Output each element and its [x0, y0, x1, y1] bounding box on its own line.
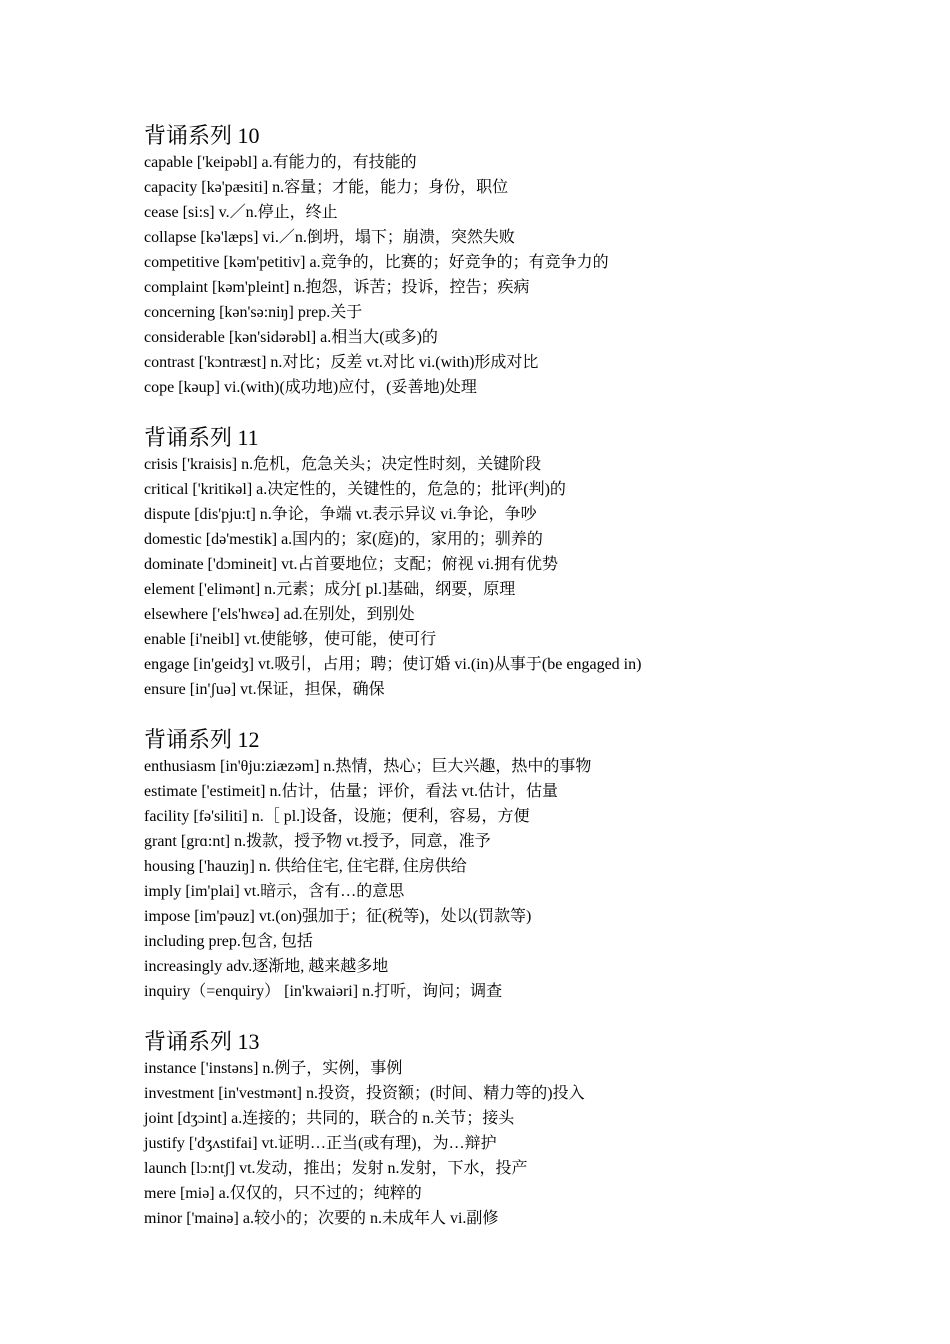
section-title: 背诵系列 10	[144, 123, 260, 148]
vocab-entry: enable [i'neibl] vt.使能够，使可能，使可行	[144, 631, 437, 648]
vocab-entry: imply [im'plai] vt.暗示，含有…的意思	[144, 883, 405, 900]
vocab-entry: dispute [dis'pju:t] n.争论，争端 vt.表示异议 vi.争论，争吵	[144, 506, 537, 523]
vocab-entry: minor ['mainə] a.较小的；次要的 n.未成年人 vi.副修	[144, 1210, 499, 1227]
vocab-entry: grant [grɑ:nt] n.拨款，授予物 vt.授予，同意，准予	[144, 833, 491, 850]
vocab-entry: domestic [də'mestik] a.国内的；家(庭)的，家用的；驯养的	[144, 531, 543, 548]
vocab-entry: crisis ['kraisis] n.危机，危急关头；决定性时刻，关键阶段	[144, 456, 542, 473]
vocab-entry: enthusiasm [in'θju:ziæzəm] n.热情，热心；巨大兴趣，热中的事物	[144, 758, 592, 775]
vocab-entry: collapse [kə'læps] vi.／n.倒坍，塌下；崩溃，突然失败	[144, 229, 515, 246]
vocab-entry: instance ['instəns] n.例子，实例，事例	[144, 1060, 403, 1077]
vocab-entry: including prep.包含, 包括	[144, 933, 313, 950]
vocab-entry: considerable [kən'sidərəbl] a.相当大(或多)的	[144, 329, 438, 346]
vocab-entry: contrast ['kɔntræst] n.对比；反差 vt.对比 vi.(with)形成对比	[144, 354, 539, 371]
section-title: 背诵系列 11	[144, 425, 259, 450]
vocab-entry: capacity [kə'pæsiti] n.容量；才能，能力；身份，职位	[144, 179, 509, 196]
vocab-section-11	[144, 424, 904, 702]
vocab-entry: engage [in'geidʒ] vt.吸引，占用；聘；使订婚 vi.(in)从事于(be engaged in)	[144, 656, 642, 673]
vocab-entry: facility [fə'siliti] n.［ pl.]设备，设施；便利，容易，方便	[144, 808, 530, 825]
vocab-entry: mere [miə] a.仅仅的，只不过的；纯粹的	[144, 1185, 422, 1202]
vocab-entry: competitive [kəm'petitiv] a.竞争的，比赛的；好竞争的；有竞争力的	[144, 254, 609, 271]
vocab-entry: ensure [in'ʃuə] vt.保证，担保，确保	[144, 681, 385, 698]
vocab-entry: critical ['kritikəl] a.决定性的，关键性的，危急的；批评(判)的	[144, 481, 566, 498]
vocab-entry: investment [in'vestmənt] n.投资，投资额；(时间、精力等的)投入	[144, 1085, 585, 1102]
document-page	[144, 122, 904, 1255]
vocab-section-10	[144, 122, 904, 400]
vocab-entry: launch [lɔ:ntʃ] vt.发动，推出；发射 n.发射，下水，投产	[144, 1160, 528, 1177]
vocab-entry: housing ['hauziŋ] n. 供给住宅, 住宅群, 住房供给	[144, 858, 467, 875]
vocab-entry: inquiry（=enquiry） [in'kwaiəri] n.打听，询问；调查	[144, 983, 503, 1000]
vocab-section-12	[144, 726, 904, 1004]
vocab-entry: elsewhere ['els'hwɛə] ad.在别处，到别处	[144, 606, 415, 623]
vocab-entry: cease [si:s] v.／n.停止，终止	[144, 204, 338, 221]
vocab-entry: estimate ['estimeit] n.估计，估量；评价，看法 vt.估计，估量	[144, 783, 558, 800]
vocab-entry: capable ['keipəbl] a.有能力的，有技能的	[144, 154, 417, 171]
vocab-entry: justify ['dʒʌstifai] vt.证明…正当(或有理)，为…辩护	[144, 1135, 497, 1152]
vocab-entry: cope [kəup] vi.(with)(成功地)应付，(妥善地)处理	[144, 379, 477, 396]
vocab-entry: complaint [kəm'pleint] n.抱怨，诉苦；投诉，控告；疾病	[144, 279, 530, 296]
vocab-section-13	[144, 1028, 904, 1231]
section-title: 背诵系列 13	[144, 1029, 260, 1054]
section-title: 背诵系列 12	[144, 727, 260, 752]
vocab-entry: increasingly adv.逐渐地, 越来越多地	[144, 958, 389, 975]
vocab-entry: dominate ['dɔmineit] vt.占首要地位；支配；俯视 vi.拥有优势	[144, 556, 558, 573]
vocab-entry: element ['elimənt] n.元素；成分[ pl.]基础，纲要，原理	[144, 581, 516, 598]
vocab-entry: impose [im'pəuz] vt.(on)强加于；征(税等)，处以(罚款等)	[144, 908, 532, 925]
vocab-entry: concerning [kən'sə:niŋ] prep.关于	[144, 304, 363, 321]
vocab-entry: joint [dʒɔint] a.连接的；共同的，联合的 n.关节；接头	[144, 1110, 515, 1127]
